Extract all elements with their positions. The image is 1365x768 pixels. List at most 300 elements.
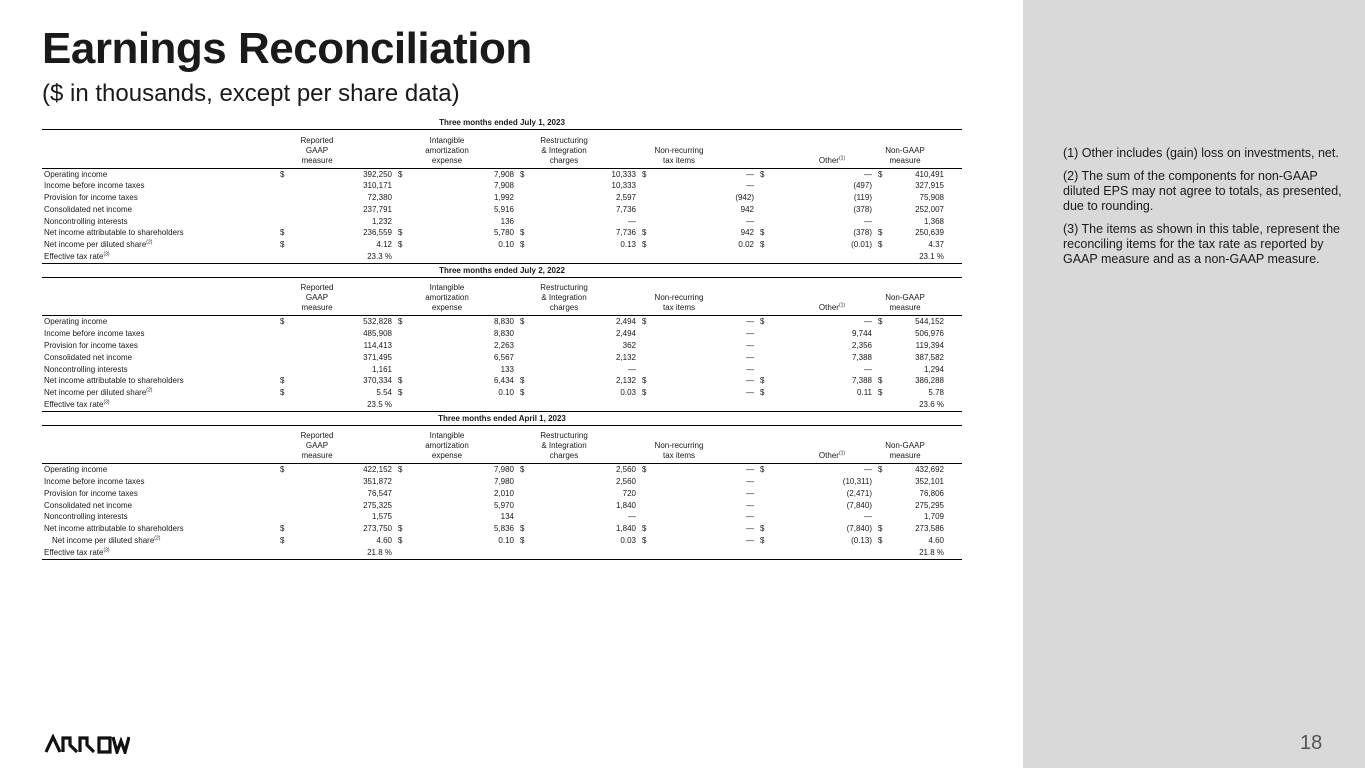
table-row [42,500,962,512]
cell-value: 23.6 % [919,399,944,409]
header-intangible-amortization-line: amortization [425,293,469,303]
cell-value: 275,295 [915,500,944,510]
currency-symbol: $ [642,536,647,546]
notes-sidebar [1023,0,1365,768]
page-title: Earnings Reconciliation [42,24,532,73]
cell-value: — [628,216,636,226]
value-cell [518,316,640,328]
currency-symbol: $ [520,228,525,238]
header-nonrecurring-tax-line: tax items [662,155,695,165]
value-cell [876,328,962,340]
header-intangible-amortization-line: amortization [425,441,469,451]
header-reported-gaap [278,426,396,464]
header-restructuring-line: charges [549,303,579,313]
value-cell [278,239,396,251]
header-intangible-amortization-line: amortization [425,145,469,155]
row-label [42,352,278,364]
cell-value: — [864,169,872,179]
value-cell [876,500,962,512]
cell-value: 2,356 [851,340,872,350]
value-cell [876,511,962,523]
cell-value: 2,263 [493,340,514,350]
value-cell [876,216,962,228]
cell-value: 0.13 [620,240,636,250]
cell-value: — [746,329,754,339]
cell-value: — [628,364,636,374]
cell-value: 7,908 [493,169,514,179]
value-cell [278,340,396,352]
cell-value: 370,334 [363,376,392,386]
value-cell [640,216,758,228]
value-cell [758,227,876,239]
header-other-footnote: (1) [838,154,846,161]
value-cell [396,216,518,228]
cell-value: 2,132 [615,352,636,362]
currency-symbol: $ [520,388,525,398]
cell-value: 0.10 [498,240,514,250]
column-header-row [42,278,962,316]
page-subtitle: ($ in thousands, except per share data) [42,80,460,107]
row-label-text: Operating income [44,465,108,475]
value-cell [876,239,962,251]
row-label [42,547,278,559]
currency-symbol: $ [760,317,765,327]
footnote-2: (2) The sum of the components for non-GAAP diluted EPS may not agree to totals, as presented, due to rounding. [1063,169,1342,213]
header-intangible-amortization-line: expense [431,451,463,461]
currency-symbol: $ [398,388,403,398]
row-label-text: Income before income taxes [44,181,145,191]
cell-value: 392,250 [363,169,392,179]
header-reported-gaap-line: measure [301,451,333,461]
value-cell [278,488,396,500]
cell-value: — [746,500,754,510]
cell-value: — [864,216,872,226]
value-cell [758,204,876,216]
cell-value: 0.10 [498,536,514,546]
currency-symbol: $ [760,536,765,546]
header-intangible-amortization [396,278,518,316]
cell-value: 1,840 [615,500,636,510]
cell-value: (942) [735,193,754,203]
cell-value: 4.60 [928,536,944,546]
cell-value: — [864,512,872,522]
cell-value: 5,970 [493,500,514,510]
value-cell [278,535,396,547]
cell-value: (7,840) [846,524,872,534]
value-cell [640,464,758,476]
value-cell [518,476,640,488]
value-cell [518,192,640,204]
cell-value: 6,567 [493,352,514,362]
currency-symbol: $ [520,536,525,546]
cell-value: — [864,317,872,327]
value-cell [518,227,640,239]
row-label [42,192,278,204]
value-cell [876,192,962,204]
cell-value: 352,101 [915,477,944,487]
cell-value: 76,547 [367,488,392,498]
value-cell [876,488,962,500]
cell-value: 10,333 [611,169,636,179]
value-cell [758,364,876,376]
value-cell [640,488,758,500]
cell-value: 7,980 [493,465,514,475]
cell-value: 942 [740,228,754,238]
row-label-text: Net income attributable to shareholders [44,376,184,386]
cell-value: 76,806 [919,488,944,498]
value-cell [876,180,962,192]
row-label-text: Operating income [44,317,108,327]
cell-value: 252,007 [915,204,944,214]
cell-value: (378) [853,228,872,238]
value-cell [396,180,518,192]
cell-value: — [746,477,754,487]
table-row [42,192,962,204]
table-row [42,387,962,399]
row-label [42,364,278,376]
row-label [42,316,278,328]
cell-value: 1,368 [923,216,944,226]
cell-value: 0.03 [620,388,636,398]
table-row [42,328,962,340]
currency-symbol: $ [878,536,883,546]
table-row [42,523,962,535]
currency-symbol: $ [878,465,883,475]
value-cell [278,375,396,387]
currency-symbol: $ [398,317,403,327]
cell-value: 7,980 [493,477,514,487]
header-other-label: Other [818,303,839,313]
header-restructuring [518,426,640,464]
row-label [42,239,278,251]
cell-value: 4.37 [928,240,944,250]
reconciliation-table [42,426,962,560]
value-cell [640,500,758,512]
cell-value: 1,840 [615,524,636,534]
row-label [42,488,278,500]
header-restructuring-line: & Integration [541,145,587,155]
row-label-text: Operating income [44,169,108,179]
cell-value: 1,232 [371,216,392,226]
cell-value: 7,388 [851,376,872,386]
currency-symbol: $ [398,465,403,475]
value-cell [278,168,396,180]
value-cell [758,352,876,364]
value-cell [758,216,876,228]
cell-value: 2,560 [615,477,636,487]
cell-value: 134 [500,512,514,522]
header-restructuring-line: charges [549,155,579,165]
value-cell [518,251,640,263]
row-label-text: Net income per diluted share [52,536,155,546]
cell-value: 0.02 [738,240,754,250]
value-cell [518,387,640,399]
currency-symbol: $ [760,524,765,534]
value-cell [278,352,396,364]
header-other-label: Other [818,451,839,461]
cell-value: 2,494 [615,329,636,339]
cell-value: (7,840) [846,500,872,510]
section-heading: Three months ended April 1, 2023 [42,412,962,426]
value-cell [640,399,758,411]
cell-value: 0.10 [498,388,514,398]
table-row [42,168,962,180]
cell-value: 1,575 [371,512,392,522]
header-other [758,278,876,316]
value-cell [396,192,518,204]
row-label-footnote: (3) [103,399,110,406]
header-intangible-amortization-line: Intangible [429,283,465,293]
cell-value: 422,152 [363,465,392,475]
row-label [42,168,278,180]
cell-value: 410,491 [915,169,944,179]
cell-value: 1,294 [923,364,944,374]
currency-symbol: $ [760,240,765,250]
header-non-gaap-line: measure [889,451,921,461]
currency-symbol: $ [642,169,647,179]
table-row [42,375,962,387]
cell-value: 72,380 [367,193,392,203]
value-cell [640,251,758,263]
cell-value: — [746,340,754,350]
cell-value: 942 [740,204,754,214]
currency-symbol: $ [280,536,285,546]
value-cell [278,316,396,328]
header-non-gaap [876,130,962,168]
row-label-text: Net income attributable to shareholders [44,228,184,238]
value-cell [758,500,876,512]
value-cell [278,523,396,535]
value-cell [518,216,640,228]
column-header-row [42,130,962,168]
value-cell [640,547,758,559]
value-cell [640,352,758,364]
value-cell [278,328,396,340]
arrow-logo-icon [44,734,130,754]
row-label [42,204,278,216]
cell-value: — [746,388,754,398]
cell-value: 6,434 [493,376,514,386]
cell-value: — [746,512,754,522]
header-non-gaap-line: measure [889,155,921,165]
header-restructuring-line: & Integration [541,441,587,451]
header-intangible-amortization-line: expense [431,303,463,313]
value-cell [876,375,962,387]
arrow-logo [44,734,130,759]
cell-value: 7,908 [493,181,514,191]
value-cell [518,180,640,192]
currency-symbol: $ [878,228,883,238]
row-label-text: Consolidated net income [44,352,133,362]
cell-value: 133 [500,364,514,374]
row-label-text: Consolidated net income [44,500,133,510]
header-non-gaap [876,426,962,464]
value-cell [876,523,962,535]
header-reported-gaap-line: Reported [300,135,334,145]
row-label-text: Net income per diluted share [44,240,147,250]
cell-value: 351,872 [363,477,392,487]
currency-symbol: $ [642,317,647,327]
table-row [42,464,962,476]
value-cell [278,399,396,411]
cell-value: (119) [853,193,872,203]
header-non-gaap-line: measure [889,303,921,313]
reconciliation-tables [42,116,962,560]
cell-value: — [746,364,754,374]
row-label-text: Income before income taxes [44,329,145,339]
row-label [42,500,278,512]
value-cell [396,387,518,399]
value-cell [278,216,396,228]
currency-symbol: $ [280,376,285,386]
cell-value: 2,132 [615,376,636,386]
header-other-footnote: (1) [838,302,846,309]
value-cell [876,464,962,476]
cell-value: — [746,352,754,362]
cell-value: 114,413 [363,340,392,350]
cell-value: 7,388 [851,352,872,362]
value-cell [876,399,962,411]
row-label-header [42,426,278,464]
cell-value: 237,791 [363,204,392,214]
table-row [42,216,962,228]
row-label-header [42,130,278,168]
value-cell [396,547,518,559]
value-cell [518,168,640,180]
cell-value: 5,780 [493,228,514,238]
currency-symbol: $ [398,228,403,238]
cell-value: (10,311) [842,477,872,487]
value-cell [640,227,758,239]
cell-value: (0.01) [851,240,872,250]
cell-value: 10,333 [611,181,636,191]
value-cell [876,547,962,559]
cell-value: — [746,317,754,327]
row-label-footnote: (3) [103,251,110,258]
value-cell [758,375,876,387]
cell-value: 2,597 [615,193,636,203]
cell-value: 236,559 [363,228,392,238]
row-label [42,464,278,476]
page-number: 18 [1300,732,1323,754]
cell-value: 362 [622,340,636,350]
header-restructuring-line: & Integration [541,293,587,303]
value-cell [758,547,876,559]
header-reported-gaap [278,278,396,316]
table-row [42,180,962,192]
header-intangible-amortization-line: Intangible [429,431,465,441]
row-label-footnote: (2) [146,387,153,394]
header-nonrecurring-tax-line: Non-recurring [654,145,704,155]
value-cell [518,364,640,376]
cell-value: 273,586 [915,524,944,534]
value-cell [640,204,758,216]
currency-symbol: $ [878,524,883,534]
cell-value: 21.8 % [367,547,392,557]
currency-symbol: $ [760,376,765,386]
value-cell [396,464,518,476]
cell-value: 1,161 [371,364,392,374]
value-cell [640,192,758,204]
value-cell [396,168,518,180]
value-cell [640,328,758,340]
cell-value: 23.1 % [919,252,944,262]
row-label-footnote: (2) [146,239,153,246]
row-label [42,251,278,263]
value-cell [876,227,962,239]
row-label-header [42,278,278,316]
currency-symbol: $ [398,169,403,179]
row-label-footnote: (2) [154,535,161,542]
value-cell [396,500,518,512]
currency-symbol: $ [642,524,647,534]
value-cell [396,340,518,352]
header-other-label: Other [818,155,839,165]
header-non-gaap [876,278,962,316]
header-reported-gaap-line: measure [301,155,333,165]
currency-symbol: $ [520,465,525,475]
cell-value: 7,736 [615,228,636,238]
header-reported-gaap-line: measure [301,303,333,313]
header-non-gaap-line: Non-GAAP [885,145,925,155]
currency-symbol: $ [760,465,765,475]
value-cell [278,204,396,216]
value-cell [758,511,876,523]
table-row [42,399,962,411]
value-cell [640,375,758,387]
row-label [42,227,278,239]
value-cell [758,192,876,204]
value-cell [640,168,758,180]
cell-value: 485,908 [363,329,392,339]
value-cell [396,364,518,376]
header-restructuring-line: Restructuring [540,135,588,145]
header-nonrecurring-tax-line: tax items [662,303,695,313]
row-label-text: Provision for income taxes [44,193,138,203]
value-cell [396,251,518,263]
table-row [42,251,962,263]
cell-value: 23.5 % [367,399,392,409]
value-cell [758,340,876,352]
value-cell [278,500,396,512]
footnotes [1063,146,1343,275]
currency-symbol: $ [398,240,403,250]
cell-value: 75,908 [919,193,944,203]
row-label [42,216,278,228]
row-label-text: Noncontrolling interests [44,364,128,374]
table-row [42,535,962,547]
cell-value: 4.12 [376,240,392,250]
header-nonrecurring-tax [640,426,758,464]
cell-value: — [746,376,754,386]
value-cell [876,387,962,399]
value-cell [278,511,396,523]
table-row [42,239,962,251]
currency-symbol: $ [398,376,403,386]
value-cell [640,364,758,376]
cell-value: 387,582 [915,352,944,362]
currency-symbol: $ [398,524,403,534]
currency-symbol: $ [520,376,525,386]
row-label-text: Effective tax rate [44,547,104,557]
value-cell [518,352,640,364]
cell-value: 386,288 [915,376,944,386]
cell-value: — [746,488,754,498]
currency-symbol: $ [280,169,285,179]
value-cell [758,328,876,340]
value-cell [758,180,876,192]
row-label-text: Noncontrolling interests [44,216,128,226]
